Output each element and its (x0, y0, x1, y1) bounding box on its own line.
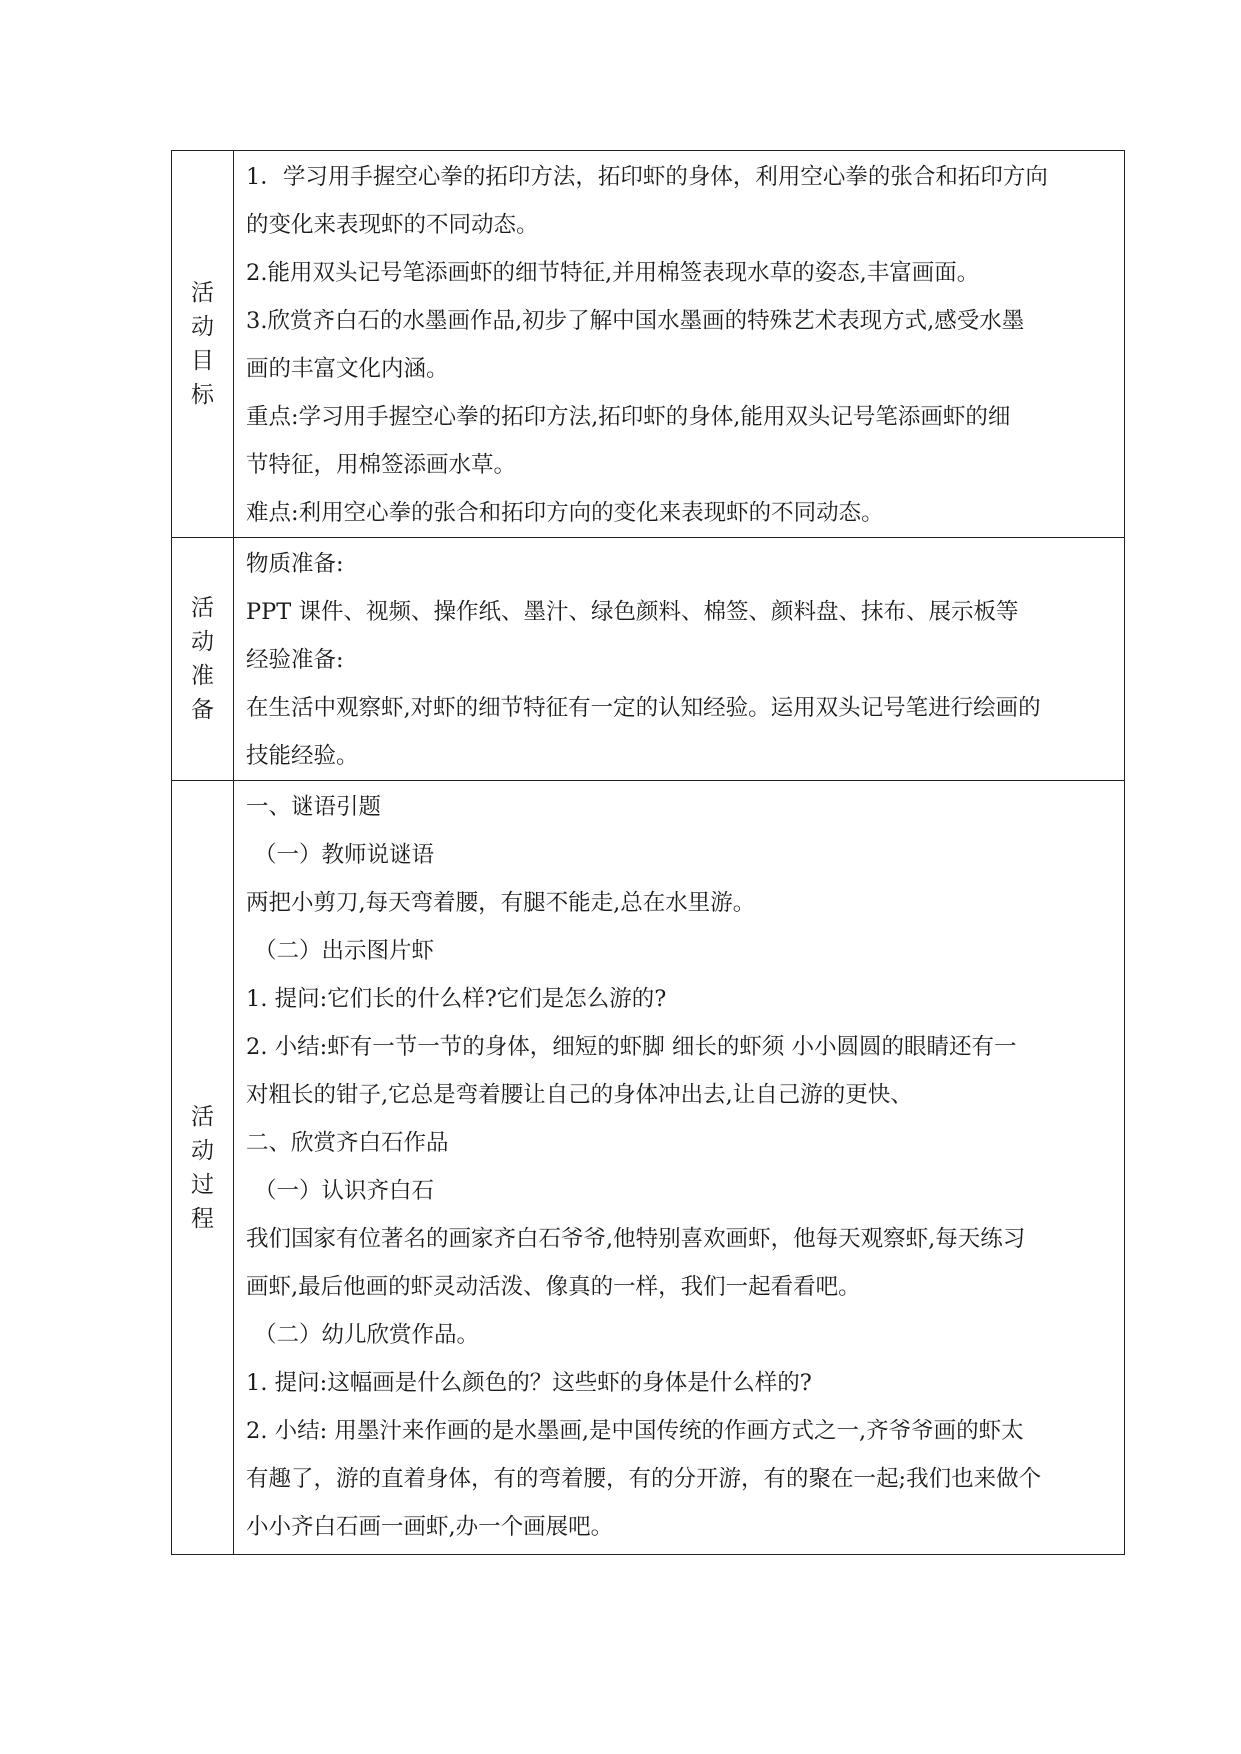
section-label-cell (172, 151, 234, 538)
section-label-goals: 活动目标 (191, 280, 214, 408)
text-line: 3.欣赏齐白石的水墨画作品,初步了解中国水墨画的特殊艺术表现方式,感受水墨 (246, 308, 1025, 334)
section-content-preparation (234, 538, 1125, 781)
section-label-cell (172, 538, 234, 781)
section-row-goals (172, 151, 1125, 538)
section-label-process: 活动过程 (191, 1103, 214, 1232)
text-line: 小小齐白石画一画虾,办一个画展吧。 (246, 1514, 614, 1540)
text-line: 2. 小结:虾有一节一节的身体，细短的虾脚 细长的虾须 小小圆圆的眼睛还有一 (246, 1034, 1017, 1060)
text-line: 画的丰富文化内涵。 (246, 356, 449, 382)
text-line: 1. 提问:它们长的什么样?它们是怎么游的? (246, 986, 667, 1012)
section-label-cell (172, 781, 234, 1555)
text-line: 1. 提问:这幅画是什么颜色的？这些虾的身体是什么样的? (246, 1370, 812, 1396)
text-line: 1．学习用手握空心拳的拓印方法，拓印虾的身体，利用空心拳的张合和拓印方向 (246, 164, 1048, 190)
section-label-preparation: 活动准备 (191, 595, 214, 723)
section-row-preparation (172, 538, 1125, 781)
text-line: 二、欣赏齐白石作品 (246, 1130, 449, 1156)
text-line: 有趣了，游的直着身体，有的弯着腰，有的分开游，有的聚在一起;我们也来做个 (246, 1466, 1042, 1492)
text-line: （二）出示图片虾 (254, 938, 435, 964)
text-line: 一、谜语引题 (246, 794, 382, 820)
text-line: 对粗长的钳子,它总是弯着腰让自己的身体冲出去,让自己游的更快、 (246, 1082, 913, 1108)
text-line: （一）教师说谜语 (254, 842, 435, 868)
text-line: 重点:学习用手握空心拳的拓印方法,拓印虾的身体,能用双头记号笔添画虾的细 (246, 404, 1011, 430)
text-line: 2.能用双头记号笔添画虾的细节特征,并用棉签表现水草的姿态,丰富画面。 (246, 260, 980, 286)
text-line: 两把小剪刀,每天弯着腰，有腿不能走,总在水里游。 (246, 890, 756, 916)
text-line: 在生活中观察虾,对虾的细节特征有一定的认知经验。运用双头记号笔进行绘画的 (246, 695, 1041, 721)
text-line: 物质准备: (246, 551, 344, 577)
text-line: 节特征，用棉签添画水草。 (246, 452, 517, 478)
text-line: 我们国家有位著名的画家齐白石爷爷,他特别喜欢画虾，他每天观察虾,每天练习 (246, 1226, 1026, 1252)
text-line: （一）认识齐白石 (254, 1178, 435, 1204)
text-line: （二）幼儿欣赏作品。 (254, 1322, 480, 1348)
section-content-process (234, 781, 1125, 1555)
text-line: 经验准备: (246, 647, 344, 673)
lesson-plan-table (171, 150, 1125, 1555)
text-line: 技能经验。 (246, 743, 359, 769)
section-row-process (172, 781, 1125, 1555)
section-content-goals (234, 151, 1125, 538)
text-line: 的变化来表现虾的不同动态。 (246, 212, 539, 238)
text-line: 难点:利用空心拳的张合和拓印方向的变化来表现虾的不同动态。 (246, 500, 884, 526)
text-line: 2. 小结: 用墨汁来作画的是水墨画,是中国传统的作画方式之一,齐爷爷画的虾太 (246, 1418, 1024, 1444)
text-line: 画虾,最后他画的虾灵动活泼、像真的一样，我们一起看看吧。 (246, 1274, 861, 1300)
text-line: PPT 课件、视频、操作纸、墨汁、绿色颜料、棉签、颜料盘、抹布、展示板等 (246, 599, 1019, 625)
